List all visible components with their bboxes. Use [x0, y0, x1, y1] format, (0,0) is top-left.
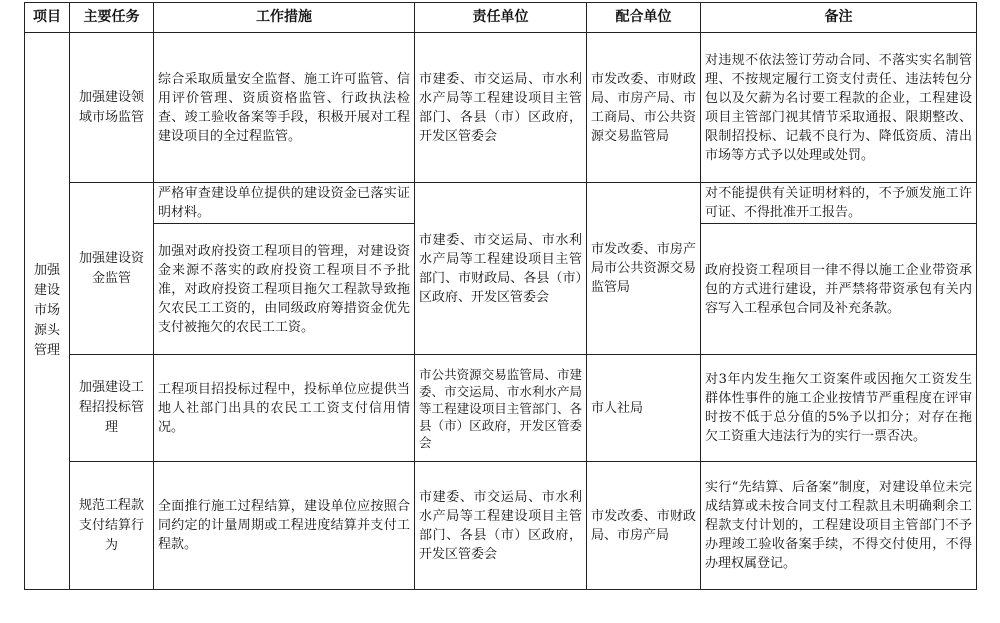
category-cell: 加强建设市场源头管理 — [25, 33, 70, 590]
responsible-cell: 市建委、市交运局、市水利水产局等工程建设项目主管部门、市财政局、各县（市）区政府、开发区管委会 — [415, 183, 587, 355]
header-remarks: 备注 — [701, 3, 977, 33]
cooperating-cell: 市人社局 — [587, 355, 701, 462]
task-cell: 加强建设领域市场监管 — [70, 33, 154, 183]
task-cell: 加强建设资金监管 — [70, 183, 154, 355]
header-row — [25, 3, 977, 33]
responsible-cell: 市建委、市交运局、市水利水产局等工程建设项目主管部门、各县（市）区政府，开发区管委会 — [415, 33, 587, 183]
responsible-cell: 市公共资源交易监管局、市建委、市交运局、市水利水产局等工程建设项目主管部门、各县（市）区政府，开发区管委会 — [415, 355, 587, 462]
remarks-cell: 对违规不依法签订劳动合同、不落实实名制管理、不按规定履行工资支付责任、违法转包分包以及欠薪为名讨要工程款的企业，工程建设项目主管部门视其情节采取通报、限期整改、限制招投标、记载不良行为、降低资质、清出市场等方式予以处理或处罚。 — [701, 33, 977, 183]
remarks-cell: 实行“先结算、后备案”制度，对建设单位未完成结算或未按合同支付工程款且未明确剩余工程款支付计划的，工程建设项目主管部门不予办理竣工验收备案手续，不得交付使用，不得办理权属登记。 — [701, 462, 977, 590]
table-row — [25, 33, 977, 183]
remarks-cell: 政府投资工程项目一律不得以施工企业带资承包的方式进行建设，并严禁将带资承包有关内容写入工程承包合同及补充条款。 — [701, 224, 977, 355]
remarks-cell: 对3年内发生拖欠工资案件或因拖欠工资发生群体性事件的施工企业按情节严重程度在评审时按不低于总分值的5%予以扣分；对存在拖欠工资重大违法行为的实行一票否决。 — [701, 355, 977, 462]
header-responsible: 责任单位 — [415, 3, 587, 33]
task-cell: 加强建设工程招投标管理 — [70, 355, 154, 462]
cooperating-cell: 市发改委、市财政局、市房产局 — [587, 462, 701, 590]
remarks-cell: 对不能提供有关证明材料的，不予颁发施工许可证、不得批准开工报告。 — [701, 183, 977, 224]
measures-cell: 全面推行施工过程结算，建设单位应按照合同约定的计量周期或工程进度结算并支付工程款。 — [154, 462, 415, 590]
measures-cell: 严格审查建设单位提供的建设资金已落实证明材料。 — [154, 183, 415, 224]
table-row — [25, 462, 977, 590]
header-measures: 工作措施 — [154, 3, 415, 33]
table-row — [25, 183, 977, 224]
responsible-cell: 市建委、市交运局、市水利水产局等工程建设项目主管部门、各县（市）区政府，开发区管委会 — [415, 462, 587, 590]
cooperating-cell: 市发改委、市财政局、市房产局、市工商局、市公共资源交易监管局 — [587, 33, 701, 183]
measures-cell: 综合采取质量安全监督、施工许可监管、信用评价管理、资质资格监管、行政执法检查、竣工验收备案等手段，积极开展对工程建设项目的全过程监管。 — [154, 33, 415, 183]
task-table — [24, 2, 977, 590]
header-cooperating: 配合单位 — [587, 3, 701, 33]
table-row — [25, 355, 977, 462]
task-cell: 规范工程款支付结算行为 — [70, 462, 154, 590]
measures-cell: 加强对政府投资工程项目的管理，对建设资金来源不落实的政府投资工程项目不予批准，对政府投资工程项目拖欠工程款导致拖欠农民工工资的，由同级政府筹措资金优先支付被拖欠的农民工工资。 — [154, 224, 415, 355]
header-task: 主要任务 — [70, 3, 154, 33]
cooperating-cell: 市发改委、市房产局市公共资源交易监管局 — [587, 183, 701, 355]
measures-cell: 工程项目招投标过程中，投标单位应提供当地人社部门出具的农民工工资支付信用情况。 — [154, 355, 415, 462]
header-project: 项目 — [25, 3, 70, 33]
